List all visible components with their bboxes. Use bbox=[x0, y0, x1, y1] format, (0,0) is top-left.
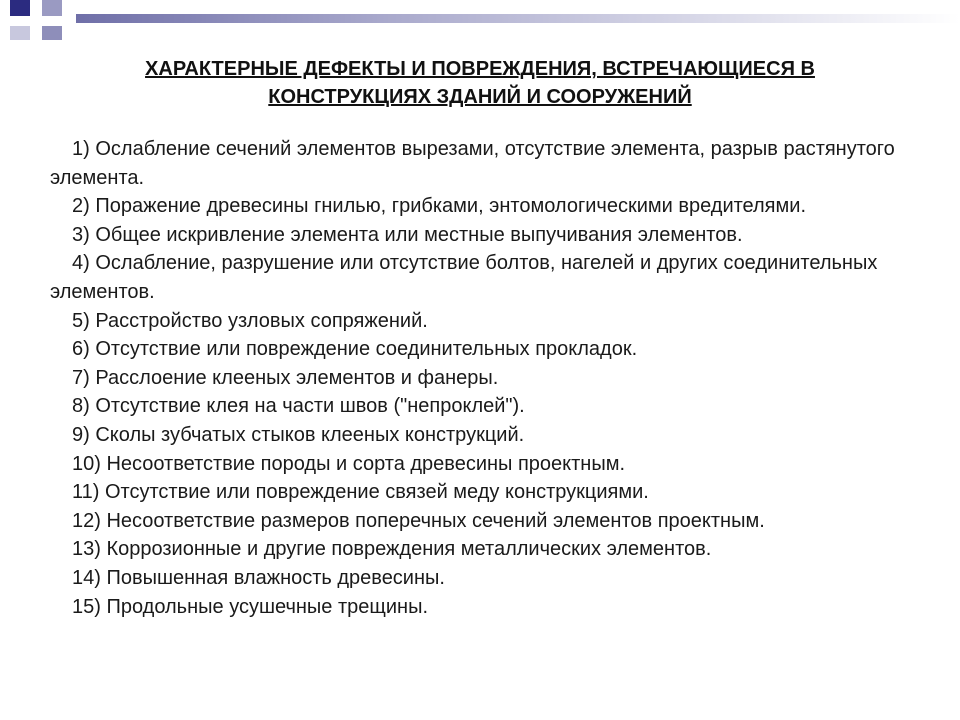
list-item: 10) Несоответствие породы и сорта древесины проектным. bbox=[72, 452, 626, 475]
list-item: 14) Повышенная влажность древесины. bbox=[72, 566, 445, 589]
deco-gradient-bar bbox=[76, 14, 960, 23]
list-item: 5) Расстройство узловых сопряжений. bbox=[72, 309, 428, 332]
list-item: 3) Общее искривление элемента или местные выпучивания элементов. bbox=[72, 223, 743, 246]
header-decoration bbox=[0, 0, 960, 44]
list-item: 1) Ослабление сечений элементов вырезами, отсутствие элемента, разрыв растянутого элемента. bbox=[50, 138, 895, 189]
list-item: 13) Коррозионные и другие повреждения металлических элементов. bbox=[72, 538, 712, 561]
deco-square-dark bbox=[10, 0, 30, 16]
slide-title-line-1: ХАРАКТЕРНЫЕ ДЕФЕКТЫ И ПОВРЕЖДЕНИЯ, ВСТРЕЧАЮЩИЕСЯ В bbox=[145, 58, 815, 80]
deco-square-light bbox=[10, 26, 30, 40]
list-item: 4) Ослабление, разрушение или отсутствие болтов, нагелей и других соединительных элементов. bbox=[50, 252, 878, 303]
list-item: 12) Несоответствие размеров поперечных сечений элементов проектным. bbox=[72, 509, 765, 532]
list-item: 2) Поражение древесины гнилью, грибками, энтомологическими вредителями. bbox=[72, 195, 806, 218]
list-item: 8) Отсутствие клея на части швов ("непроклей"). bbox=[72, 395, 525, 418]
list-item: 9) Сколы зубчатых стыков клееных конструкций. bbox=[72, 423, 525, 446]
list-item: 15) Продольные усушечные трещины. bbox=[72, 595, 428, 618]
deco-square-mid bbox=[42, 0, 62, 16]
deco-square-mid-2 bbox=[42, 26, 62, 40]
list-item: 6) Отсутствие или повреждение соединительных прокладок. bbox=[72, 338, 638, 361]
slide-title-line-2: КОНСТРУКЦИЯХ ЗДАНИЙ И СООРУЖЕНИЙ bbox=[268, 86, 692, 108]
list-item: 11) Отсутствие или повреждение связей меду конструкциями. bbox=[72, 481, 649, 504]
list-item: 7) Расслоение клееных элементов и фанеры. bbox=[72, 366, 499, 389]
slide-title bbox=[40, 55, 920, 111]
defects-list bbox=[50, 135, 920, 621]
